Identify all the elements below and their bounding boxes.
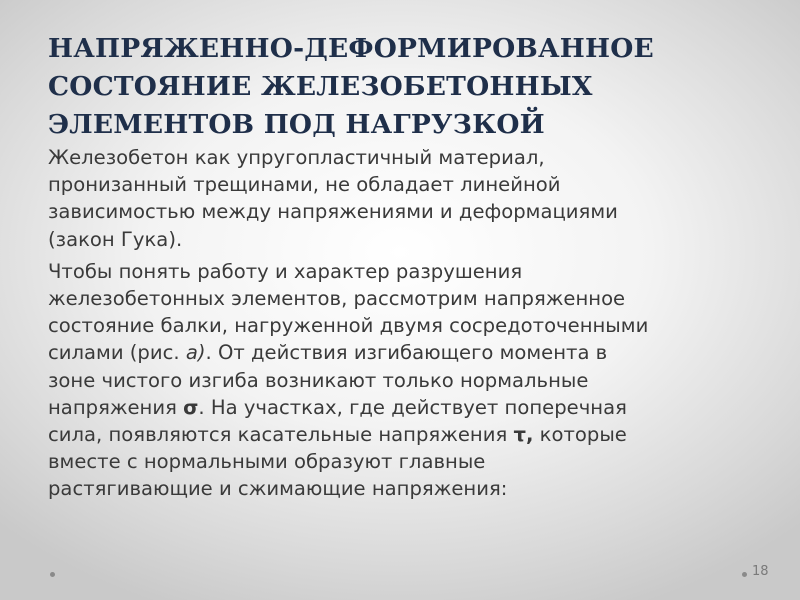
text-line [48,421,768,448]
text-line: растягивающие и сжимающие напряжения: [48,477,508,501]
slide-title [48,30,748,144]
footer-dot-left-icon [50,572,55,577]
text-line: состояние балки, нагруженной двумя сосредоточенными [48,314,649,338]
tau-symbol: τ, [513,423,534,447]
figure-reference: а) [185,341,206,365]
slide-body [48,144,768,508]
title-line: ЭЛЕМЕНТОВ ПОД НАГРУЗКОЙ [48,109,545,140]
text-fragment: сила, появляются касательные напряжения [48,423,514,447]
text-line: Железобетон как упругопластичный материал, [48,146,545,169]
title-line: СОСТОЯНИЕ ЖЕЛЕЗОБЕТОННЫХ [48,71,593,102]
text-fragment: напряжения [48,395,184,419]
text-fragment: силами (рис. [48,341,186,365]
text-line: (закон Гука). [48,227,183,251]
text-line [48,339,768,366]
text-line: железобетонных элементов, рассмотрим напряженное [48,287,626,311]
text-line: пронизанный трещинами, не обладает линейной [48,173,561,197]
text-fragment: . На участках, где действует поперечная [198,395,627,419]
paragraph-hooke [48,144,768,253]
text-line: зависимостью между напряжениями и деформациями [48,200,618,224]
footer-dot-right-icon [742,572,747,577]
page-number: 18 [752,564,769,579]
paragraph-beam-stress [48,258,768,503]
text-line: Чтобы понять работу и характер разрушения [48,259,523,283]
title-line: НАПРЯЖЕННО-ДЕФОРМИРОВАННОЕ [48,33,654,64]
text-line: вместе с нормальными образуют главные [48,450,486,474]
text-line: зоне чистого изгиба возникают только нормальные [48,368,589,392]
sigma-symbol: σ [183,395,199,419]
text-fragment: которые [533,423,627,447]
text-fragment: . От действия изгибающего момента в [205,341,608,365]
text-line [48,394,768,421]
